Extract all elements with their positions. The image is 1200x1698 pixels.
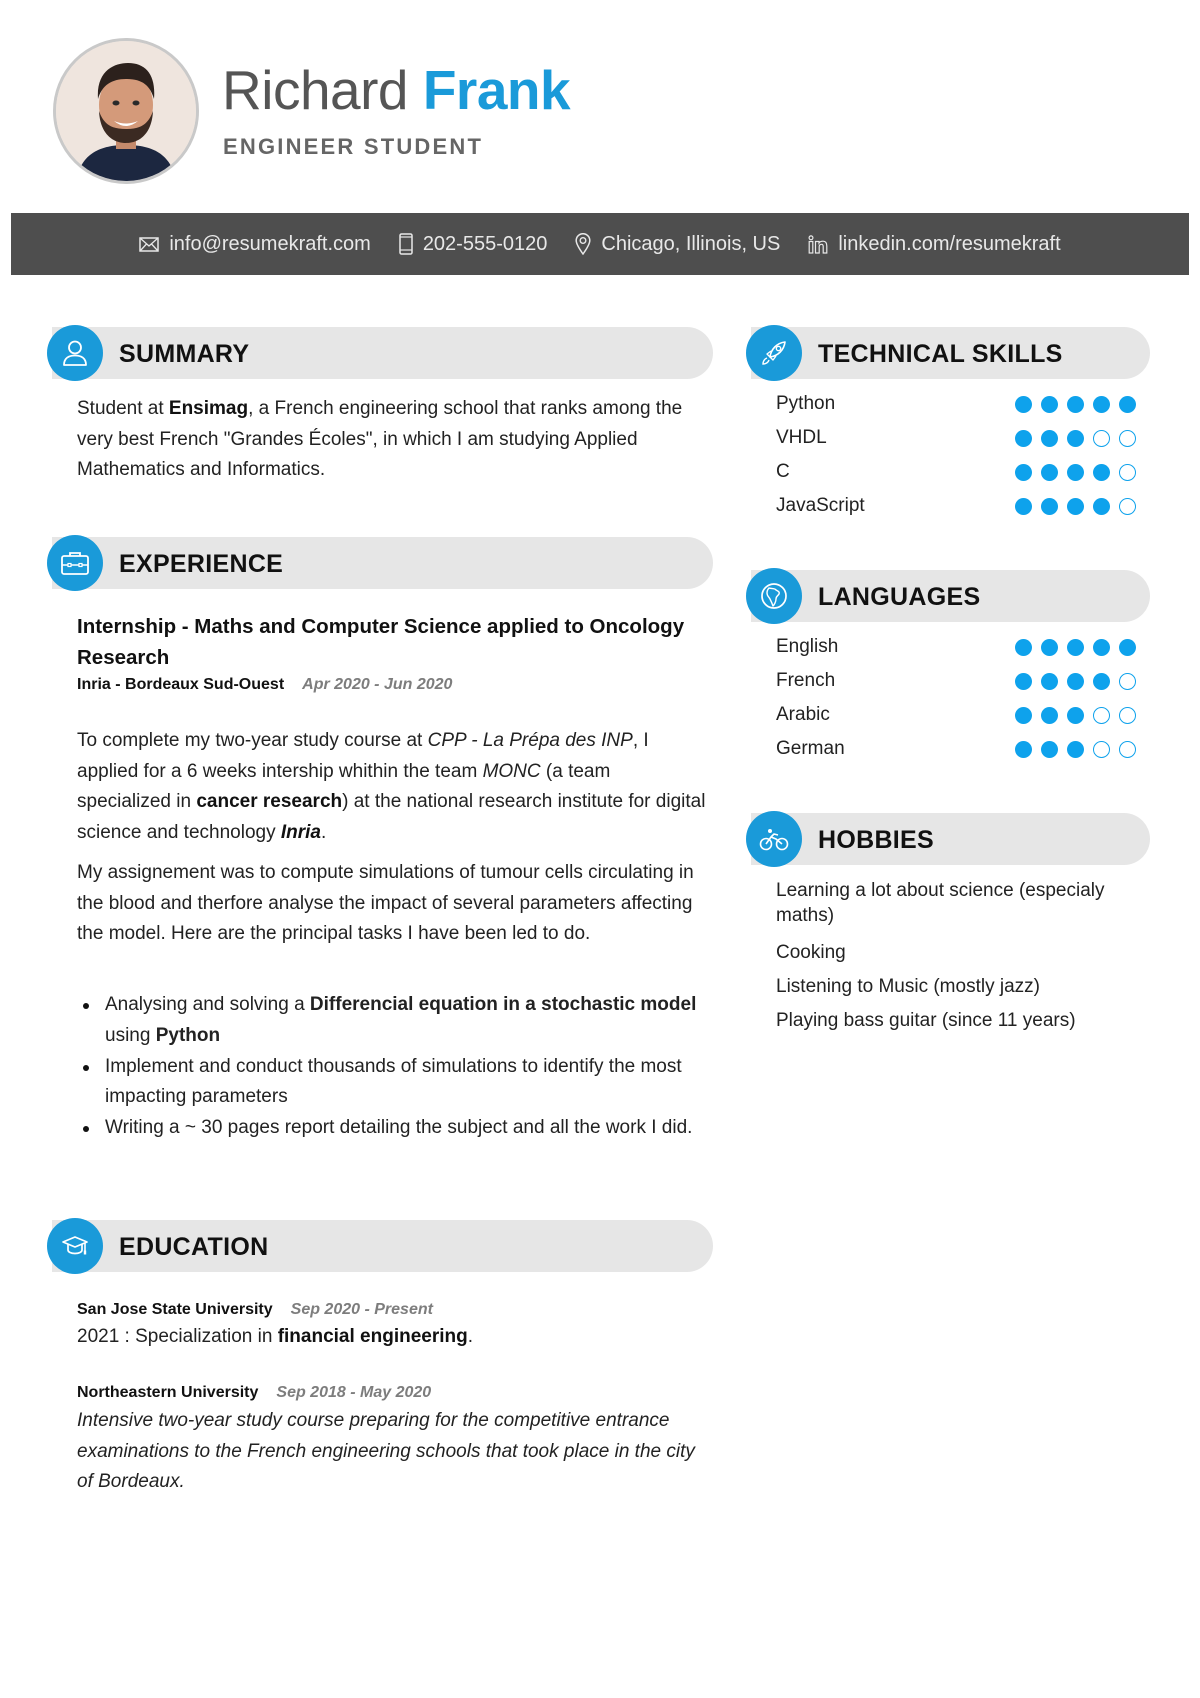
language-rating bbox=[1015, 673, 1136, 690]
rating-dot-empty bbox=[1119, 673, 1136, 690]
rating-dot-filled bbox=[1093, 396, 1110, 413]
linkedin-icon bbox=[808, 235, 828, 254]
email-text: info@resumekraft.com bbox=[169, 232, 371, 255]
rating-dot-filled bbox=[1041, 707, 1058, 724]
section-title: LANGUAGES bbox=[818, 583, 981, 611]
rating-dot-filled bbox=[1015, 464, 1032, 481]
rating-dot-filled bbox=[1041, 498, 1058, 515]
language-rating bbox=[1015, 707, 1136, 724]
education-item-meta bbox=[77, 1300, 433, 1320]
rating-dot-empty bbox=[1093, 430, 1110, 447]
rating-dot-filled bbox=[1067, 741, 1084, 758]
language-rating bbox=[1015, 639, 1136, 656]
language-rating bbox=[1015, 741, 1136, 758]
list-item: Analysing and solving a Differencial equation in a stochastic model using Python bbox=[77, 990, 717, 1052]
skill-rating bbox=[1015, 430, 1136, 447]
technical-skills-section-header bbox=[746, 325, 1150, 381]
rating-dot-filled bbox=[1093, 464, 1110, 481]
contact-bar bbox=[11, 213, 1189, 275]
skill-label: VHDL bbox=[776, 427, 827, 448]
job-dates: Apr 2020 - Jun 2020 bbox=[302, 676, 453, 693]
rating-dot-filled bbox=[1041, 639, 1058, 656]
rating-dot-filled bbox=[1067, 498, 1084, 515]
school-dates: Sep 2018 - May 2020 bbox=[276, 1384, 432, 1401]
education-item-description: Intensive two-year study course preparing for the competitive entrance examinations to the French engineering schools that took place in the city of Bordeaux. bbox=[77, 1410, 695, 1492]
list-item: Writing a ~ 30 pages report detailing the subject and all the work I did. bbox=[77, 1113, 717, 1144]
language-label: French bbox=[776, 670, 836, 691]
languages-section-header bbox=[746, 568, 1150, 624]
rating-dot-empty bbox=[1119, 707, 1136, 724]
education-section-header bbox=[47, 1218, 713, 1274]
rating-dot-empty bbox=[1119, 498, 1136, 515]
map-pin-icon bbox=[575, 233, 591, 255]
location-text: Chicago, Illinois, US bbox=[601, 232, 781, 255]
rating-dot-filled bbox=[1119, 396, 1136, 413]
phone-text: 202-555-0120 bbox=[422, 232, 548, 255]
rating-dot-filled bbox=[1015, 673, 1032, 690]
contact-location[interactable] bbox=[575, 233, 780, 256]
linkedin-text: linkedin.com/resumekraft bbox=[838, 232, 1061, 255]
job-organization: Inria - Bordeaux Sud-Ouest bbox=[77, 676, 285, 693]
language-row bbox=[776, 666, 1136, 696]
rating-dot-filled bbox=[1067, 430, 1084, 447]
envelope-icon bbox=[139, 237, 159, 252]
skill-rating bbox=[1015, 498, 1136, 515]
language-label: English bbox=[776, 636, 839, 657]
hobby-item: Playing bass guitar (since 11 years) bbox=[776, 1010, 1076, 1031]
briefcase-icon bbox=[47, 535, 103, 591]
language-row bbox=[776, 632, 1136, 662]
rating-dot-filled bbox=[1015, 707, 1032, 724]
contact-linkedin[interactable] bbox=[808, 233, 1060, 256]
rating-dot-filled bbox=[1093, 673, 1110, 690]
job-description-1: To complete my two-year study course at CPP - La Prépa des INP, I applied for a 6 weeks intership whithin the team MONC (a team specialized in cancer research) at the national research institute for digital science and technology Inria. bbox=[77, 730, 706, 843]
user-icon bbox=[47, 325, 103, 381]
hobbies-section-header bbox=[746, 811, 1150, 867]
skill-label: JavaScript bbox=[776, 495, 865, 516]
first-name: Richard bbox=[222, 59, 409, 121]
rating-dot-filled bbox=[1041, 741, 1058, 758]
section-title: EDUCATION bbox=[119, 1233, 269, 1261]
rating-dot-filled bbox=[1067, 639, 1084, 656]
hobby-item: Listening to Music (mostly jazz) bbox=[776, 976, 1040, 997]
summary-text: Student at Ensimag, a French engineering school that ranks among the very best French "Grandes Écoles", in which I am studying Applied Mathematics and Informatics. bbox=[77, 398, 683, 480]
job-role: ENGINEER STUDENT bbox=[223, 134, 484, 159]
section-title: SUMMARY bbox=[119, 340, 250, 368]
language-label: Arabic bbox=[776, 704, 830, 725]
rating-dot-filled bbox=[1015, 430, 1032, 447]
hobby-item: Cooking bbox=[776, 942, 846, 963]
rating-dot-filled bbox=[1015, 639, 1032, 656]
rating-dot-empty bbox=[1119, 430, 1136, 447]
rating-dot-filled bbox=[1015, 396, 1032, 413]
rating-dot-filled bbox=[1041, 430, 1058, 447]
rating-dot-empty bbox=[1119, 464, 1136, 481]
rating-dot-filled bbox=[1015, 498, 1032, 515]
rocket-icon bbox=[746, 325, 802, 381]
section-pill bbox=[751, 813, 1150, 865]
job-title: Internship - Maths and Computer Science applied to Oncology Research bbox=[77, 615, 685, 669]
hobby-item: Learning a lot about science (especialy maths) bbox=[776, 880, 1105, 926]
skill-rating bbox=[1015, 464, 1136, 481]
school-name: Northeastern University bbox=[77, 1384, 259, 1401]
rating-dot-filled bbox=[1119, 639, 1136, 656]
rating-dot-empty bbox=[1093, 707, 1110, 724]
language-row bbox=[776, 734, 1136, 764]
rating-dot-filled bbox=[1067, 464, 1084, 481]
skill-row bbox=[776, 457, 1136, 487]
rating-dot-filled bbox=[1041, 396, 1058, 413]
graduation-cap-icon bbox=[47, 1218, 103, 1274]
bicycle-icon bbox=[746, 811, 802, 867]
skill-row bbox=[776, 491, 1136, 521]
contact-email[interactable] bbox=[139, 233, 370, 256]
candidate-name bbox=[222, 58, 570, 122]
job-meta bbox=[77, 675, 452, 695]
education-item-meta bbox=[77, 1383, 431, 1403]
rating-dot-filled bbox=[1015, 741, 1032, 758]
summary-section-header bbox=[47, 325, 713, 381]
rating-dot-filled bbox=[1041, 464, 1058, 481]
rating-dot-filled bbox=[1067, 673, 1084, 690]
rating-dot-filled bbox=[1093, 498, 1110, 515]
language-row bbox=[776, 700, 1136, 730]
rating-dot-filled bbox=[1067, 396, 1084, 413]
skill-label: C bbox=[776, 461, 790, 482]
profile-photo bbox=[56, 41, 196, 181]
job-task-list bbox=[77, 990, 717, 1144]
rating-dot-filled bbox=[1067, 707, 1084, 724]
avatar bbox=[53, 38, 199, 184]
job-description-2: My assignement was to compute simulations of tumour cells circulating in the blood and therfore analyse the impact of several parameters affecting the model. Here are the principal tasks I have been led to do. bbox=[77, 862, 694, 944]
mobile-phone-icon bbox=[399, 233, 413, 255]
skill-rating bbox=[1015, 396, 1136, 413]
rating-dot-empty bbox=[1093, 741, 1110, 758]
language-label: German bbox=[776, 738, 845, 759]
section-title: TECHNICAL SKILLS bbox=[818, 340, 1063, 368]
skill-row bbox=[776, 389, 1136, 419]
education-item-description: 2021 : Specialization in financial engineering. bbox=[77, 1326, 474, 1347]
experience-section-header bbox=[47, 535, 713, 591]
contact-phone[interactable] bbox=[399, 233, 548, 256]
last-name: Frank bbox=[422, 59, 571, 121]
rating-dot-empty bbox=[1119, 741, 1136, 758]
rating-dot-filled bbox=[1093, 639, 1110, 656]
rating-dot-filled bbox=[1041, 673, 1058, 690]
skill-label: Python bbox=[776, 393, 836, 414]
skill-row bbox=[776, 423, 1136, 453]
section-title: EXPERIENCE bbox=[119, 550, 284, 578]
school-name: San Jose State University bbox=[77, 1301, 273, 1318]
section-title: HOBBIES bbox=[818, 826, 935, 854]
list-item: Implement and conduct thousands of simulations to identify the most impacting parameters bbox=[77, 1052, 717, 1114]
school-dates: Sep 2020 - Present bbox=[290, 1301, 433, 1318]
globe-icon bbox=[746, 568, 802, 624]
